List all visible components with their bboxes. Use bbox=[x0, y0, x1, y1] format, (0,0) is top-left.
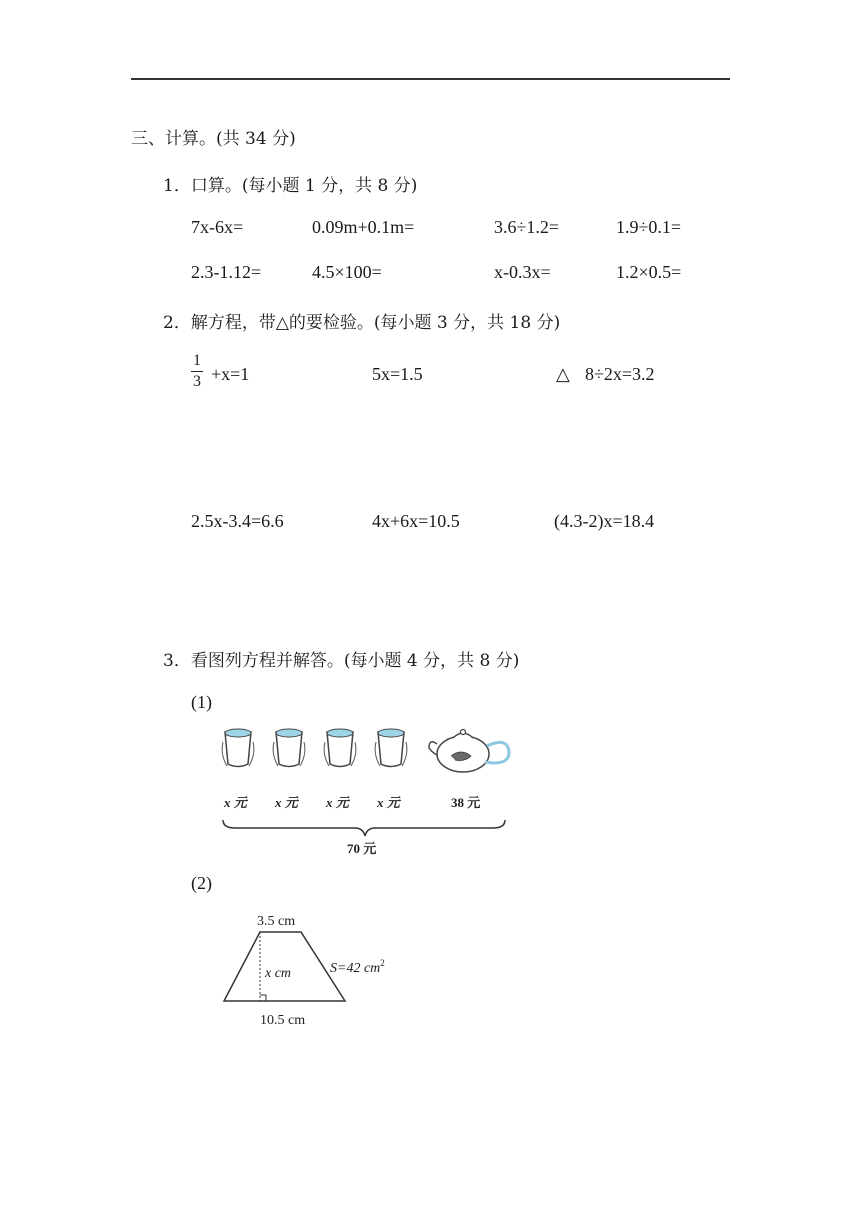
equation-3: 8÷2x=3.2 bbox=[585, 364, 655, 384]
header-rule bbox=[131, 78, 730, 80]
trapezoid-figure bbox=[215, 905, 415, 1035]
q1-title: 1．口算。(每小题 1 分，共 8 分) bbox=[163, 176, 418, 196]
total-brace bbox=[223, 820, 505, 836]
cup-label: x 元 bbox=[326, 795, 349, 810]
cup-label: x 元 bbox=[224, 795, 247, 810]
q1-item: 1.9÷0.1= bbox=[616, 217, 682, 237]
section-title: 三、计算。(共 34 分) bbox=[131, 129, 296, 149]
q1-item: x-0.3x= bbox=[494, 262, 551, 282]
q1-item: 2.3-1.12= bbox=[191, 262, 262, 282]
q1-item: 1.2×0.5= bbox=[616, 262, 682, 282]
q1-item: 4.5×100= bbox=[312, 262, 382, 282]
q1-item: 3.6÷1.2= bbox=[494, 217, 560, 237]
equation-4: 2.5x-3.4=6.6 bbox=[191, 511, 284, 531]
equation-6: (4.3-2)x=18.4 bbox=[554, 511, 655, 531]
sub1-label: (1) bbox=[191, 692, 212, 712]
sub2-label: (2) bbox=[191, 873, 212, 893]
height-label: x cm bbox=[265, 966, 292, 981]
q3-title: 3．看图列方程并解答。(每小题 4 分，共 8 分) bbox=[163, 651, 520, 671]
equation-5: 4x+6x=10.5 bbox=[372, 511, 460, 531]
teapot-icon bbox=[429, 730, 509, 773]
fraction-bar bbox=[191, 371, 203, 372]
q1-item: 7x-6x= bbox=[191, 217, 244, 237]
bottom-base-label: 10.5 cm bbox=[260, 1013, 306, 1028]
cup-label: x 元 bbox=[275, 795, 298, 810]
total-price-label: 70 元 bbox=[347, 841, 377, 856]
fraction-numerator: 1 bbox=[193, 352, 201, 369]
right-angle-mark bbox=[260, 995, 266, 1001]
cup-icon bbox=[222, 729, 254, 767]
cup-icon bbox=[324, 729, 356, 767]
cups-teapot-figure bbox=[215, 722, 520, 862]
q1-item: 0.09m+0.1m= bbox=[312, 217, 415, 237]
cup-icon bbox=[375, 729, 407, 767]
cup-label: x 元 bbox=[377, 795, 400, 810]
triangle-check-mark: △ bbox=[556, 364, 570, 384]
fraction-denominator: 3 bbox=[193, 373, 201, 390]
teapot-price-label: 38 元 bbox=[451, 795, 481, 810]
fraction-one-third bbox=[191, 352, 203, 391]
q2-title: 2．解方程，带△的要检验。(每小题 3 分，共 18 分) bbox=[163, 313, 561, 333]
equation-2: 5x=1.5 bbox=[372, 364, 423, 384]
area-label: S=42 $cm^2$ bbox=[330, 958, 385, 976]
top-base-label: 3.5 cm bbox=[257, 914, 296, 929]
equation-1-rest: +x=1 bbox=[211, 364, 250, 384]
cup-icon bbox=[273, 729, 305, 767]
